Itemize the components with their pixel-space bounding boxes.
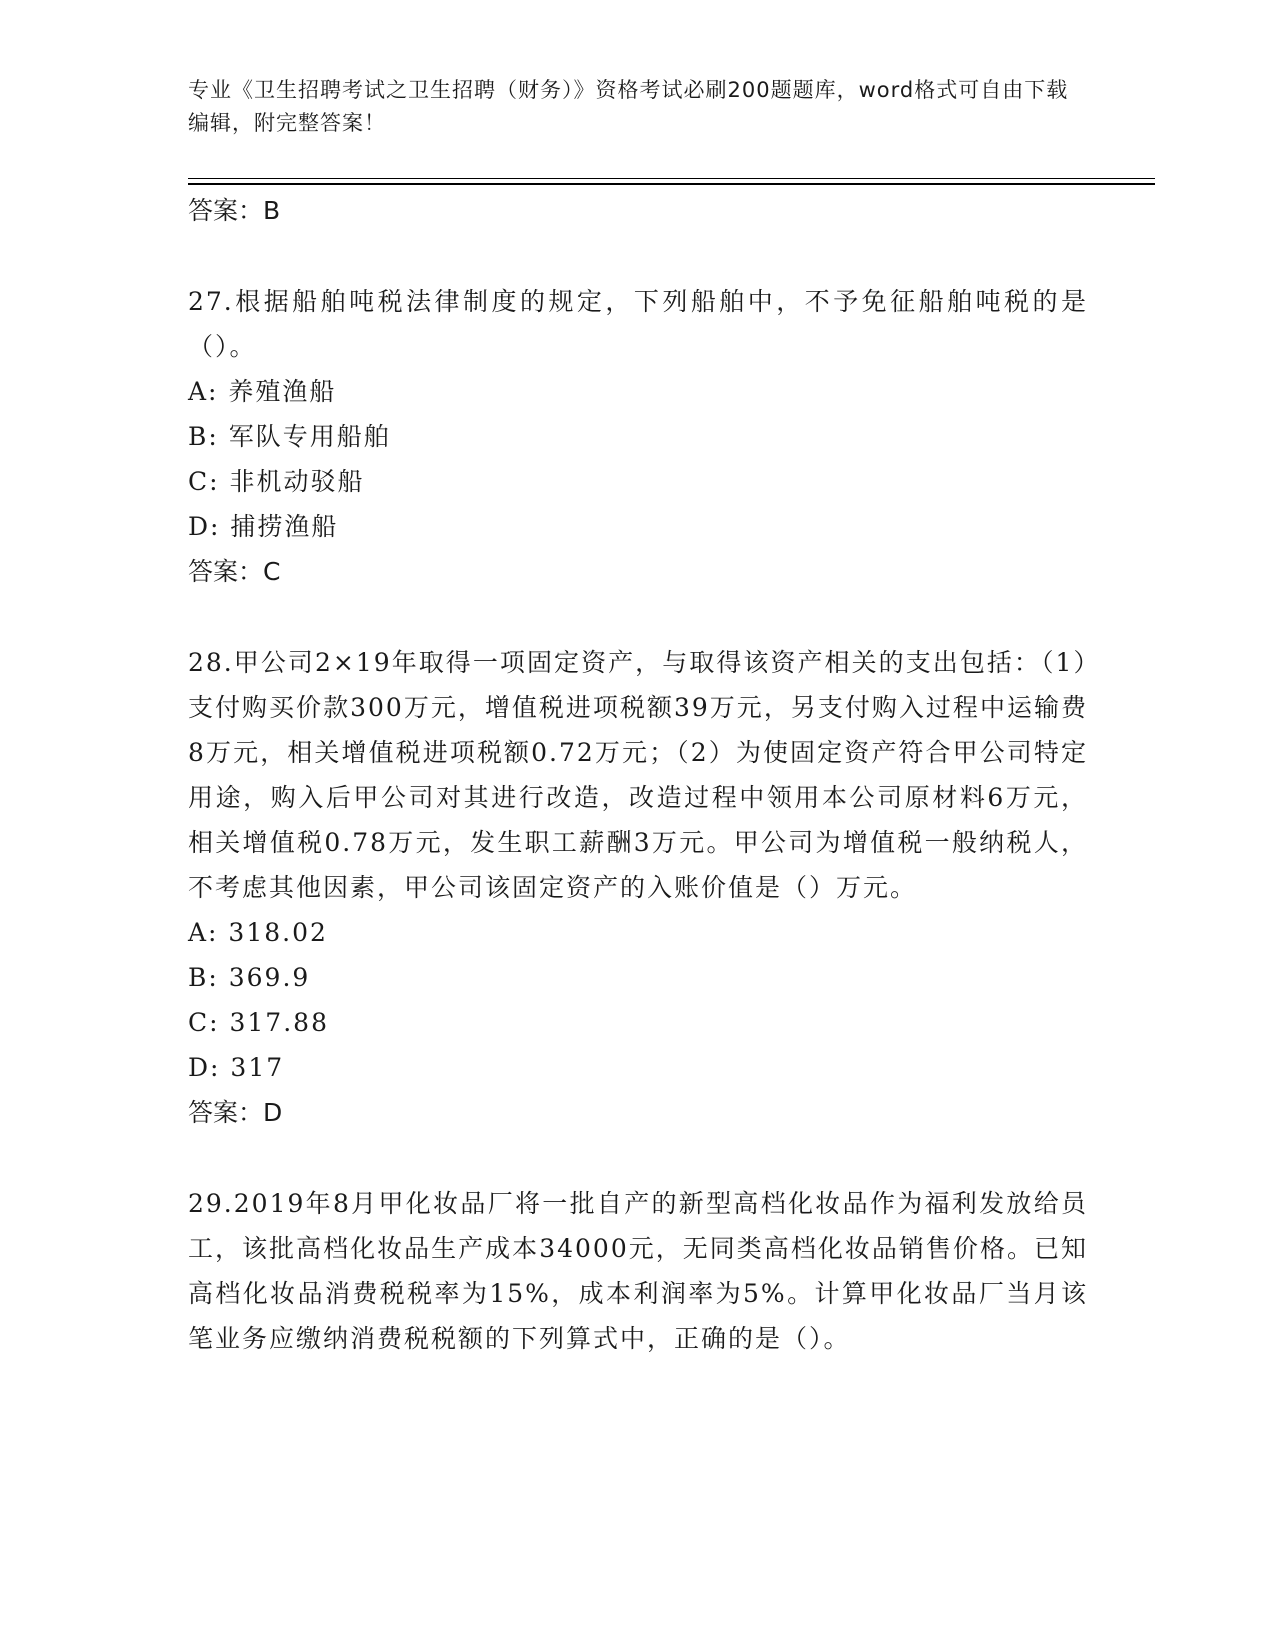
header-rule-thick (188, 183, 1155, 185)
document-header (188, 74, 1088, 140)
question-block (188, 640, 1088, 1135)
option-c: C: 317.88 (188, 1008, 329, 1037)
question-gap (188, 594, 1088, 640)
header-rule-thin (188, 178, 1155, 179)
answer-line: 答案：B (188, 196, 281, 225)
option-d: D: 317 (188, 1053, 285, 1082)
header-title: 专业《卫生招聘考试之卫生招聘（财务）》资格考试必刷200题题库，word格式可自由下载编辑，附完整答案！ (188, 78, 1069, 135)
question-block (188, 1181, 1088, 1361)
question-text: 28.甲公司2×19年取得一项固定资产，与取得该资产相关的支出包括：（1）支付购买价款300万元，增值税进项税额39万元，另支付购入过程中运输费8万元，相关增值税进项税额0.72万元；（2）为使固定资产符合甲公司特定用途，购入后甲公司对其进行改造，改造过程中领用本公司原材料6万元，相关增值税0.78万元，发生职工薪酬3万元。甲公司为增值税一般纳税人，不考虑其他因素，甲公司该固定资产的入账价值是（）万元。 (188, 648, 1088, 902)
answer-line: 答案：D (188, 1098, 283, 1127)
option-b: B: 军队专用船舶 (188, 422, 391, 451)
question-gap (188, 1135, 1088, 1181)
question-text: 29.2019年8月甲化妆品厂将一批自产的新型高档化妆品作为福利发放给员工，该批高档化妆品生产成本34000元，无同类高档化妆品销售价格。已知高档化妆品消费税税率为15%，成本利润率为5%。计算甲化妆品厂当月该笔业务应缴纳消费税税额的下列算式中，正确的是（）。 (188, 1189, 1088, 1353)
question-text: 27.根据船舶吨税法律制度的规定，下列船舶中，不予免征船舶吨税的是（）。 (188, 287, 1088, 361)
option-d: D: 捕捞渔船 (188, 512, 339, 541)
question-gap (188, 233, 1088, 279)
question-block (188, 279, 1088, 594)
question-list (188, 188, 1088, 1361)
option-b: B: 369.9 (188, 963, 311, 992)
answer-line: 答案：C (188, 557, 281, 586)
option-a: A: 318.02 (188, 918, 328, 947)
option-a: A: 养殖渔船 (188, 377, 337, 406)
option-c: C: 非机动驳船 (188, 467, 365, 496)
